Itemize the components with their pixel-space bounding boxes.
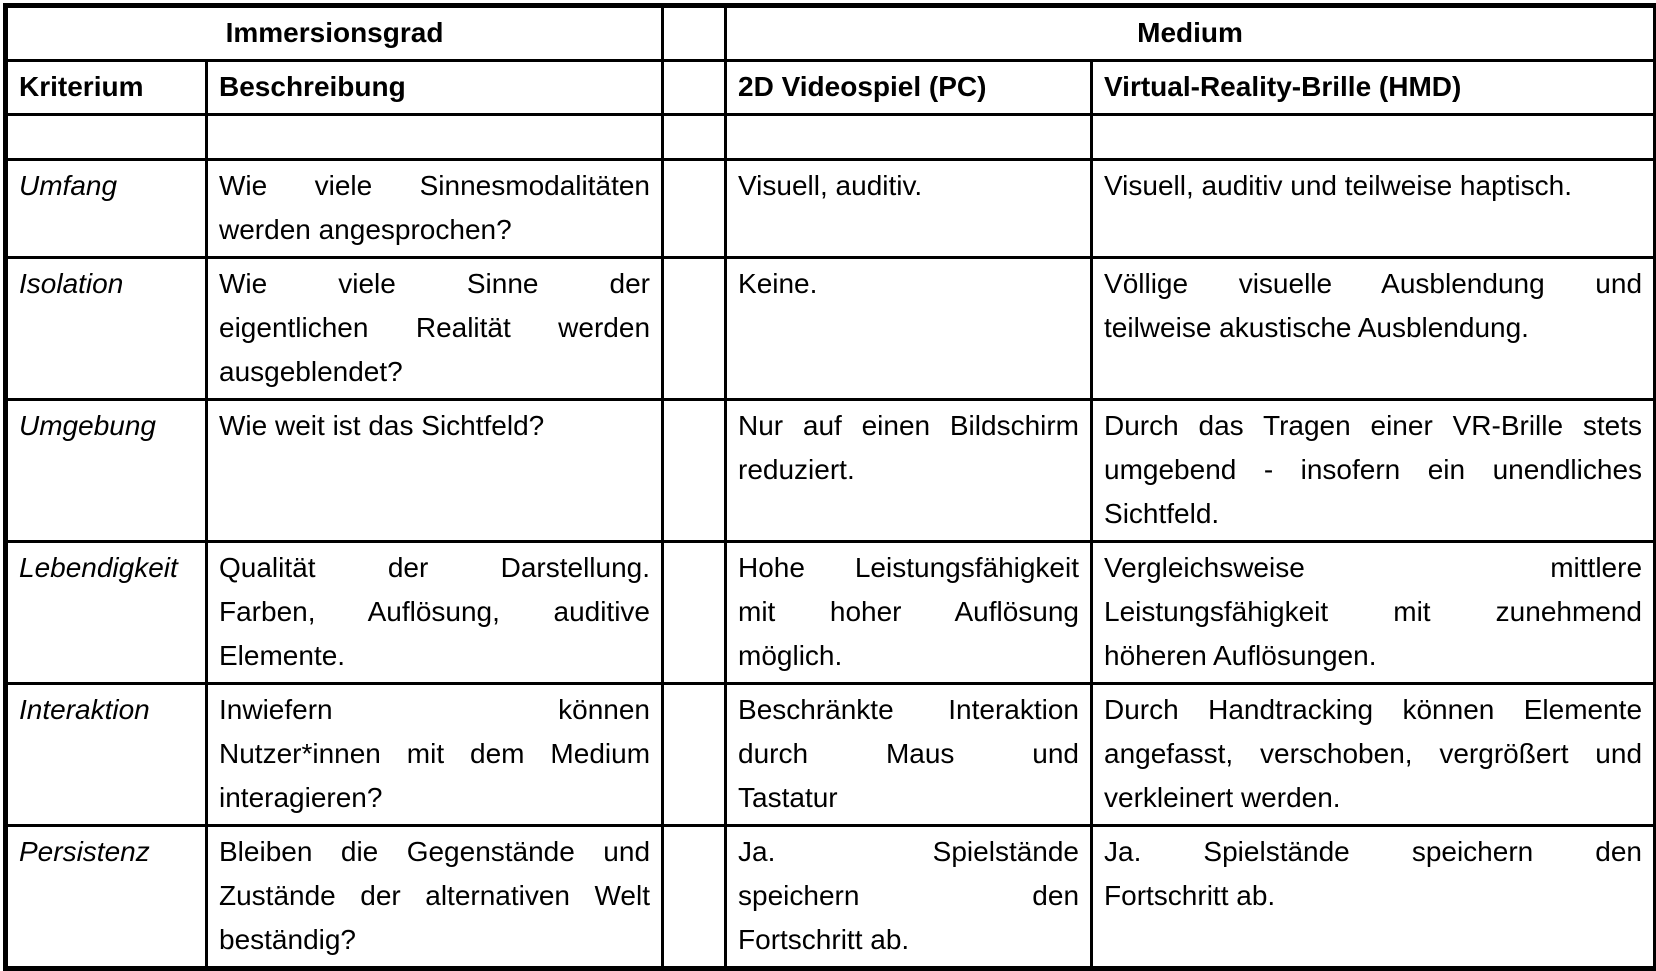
column-header-kriterium: Kriterium (6, 61, 207, 115)
pc-cell: Nur auf einen Bildschirm reduziert. (726, 400, 1092, 542)
table-row-persistenz (6, 826, 1656, 969)
vr-cell: Völlige visuelle Ausblendung und teilweise akustische Ausblendung. (1092, 258, 1656, 400)
gap-cell (663, 542, 726, 684)
empty-cell (6, 115, 207, 160)
vr-cell: Visuell, auditiv und teilweise haptisch. (1092, 160, 1656, 258)
criterion-cell: Isolation (6, 258, 207, 400)
criterion-cell: Lebendigkeit (6, 542, 207, 684)
gap-cell (663, 61, 726, 115)
gap-cell (663, 115, 726, 160)
criterion-cell: Interaktion (6, 684, 207, 826)
column-header-pc: 2D Videospiel (PC) (726, 61, 1092, 115)
gap-cell (663, 400, 726, 542)
column-header-beschreibung: Beschreibung (207, 61, 663, 115)
pc-cell: Hohe Leistungsfähigkeit mit hoher Auflösung möglich. (726, 542, 1092, 684)
criterion-cell: Umfang (6, 160, 207, 258)
gap-cell (663, 258, 726, 400)
table-row-umfang (6, 160, 1656, 258)
table-row-lebendigkeit (6, 542, 1656, 684)
pc-cell: Keine. (726, 258, 1092, 400)
header-immersionsgrad: Immersionsgrad (6, 6, 663, 61)
gap-cell (663, 826, 726, 969)
pc-cell: Beschränkte Interaktion durch Maus und Tastatur (726, 684, 1092, 826)
table-row-isolation (6, 258, 1656, 400)
column-header-row (6, 61, 1656, 115)
column-header-vr: Virtual-Reality-Brille (HMD) (1092, 61, 1656, 115)
header-medium: Medium (726, 6, 1656, 61)
description-cell: Wie weit ist das Sichtfeld? (207, 400, 663, 542)
empty-cell (207, 115, 663, 160)
vr-cell: Vergleichsweise mittlere Leistungsfähigkeit mit zunehmend höheren Auflösungen. (1092, 542, 1656, 684)
vr-cell: Durch Handtracking können Elemente angefasst, verschoben, vergrößert und verkleinert werden. (1092, 684, 1656, 826)
criterion-cell: Umgebung (6, 400, 207, 542)
description-cell: Qualität der Darstellung. Farben, Auflösung, auditive Elemente. (207, 542, 663, 684)
empty-cell (726, 115, 1092, 160)
gap-cell (663, 160, 726, 258)
vr-cell: Durch das Tragen einer VR-Brille stets umgebend - insofern ein unendliches Sichtfeld. (1092, 400, 1656, 542)
description-cell: Inwiefern können Nutzer*innen mit dem Medium interagieren? (207, 684, 663, 826)
empty-row (6, 115, 1656, 160)
description-cell: Wie viele Sinne der eigentlichen Realität werden ausgeblendet? (207, 258, 663, 400)
immersion-comparison-table (3, 3, 1656, 971)
gap-cell (663, 684, 726, 826)
gap-cell (663, 6, 726, 61)
criterion-cell: Persistenz (6, 826, 207, 969)
pc-cell: Visuell, auditiv. (726, 160, 1092, 258)
description-cell: Wie viele Sinnesmodalitäten werden angesprochen? (207, 160, 663, 258)
table-row-interaktion (6, 684, 1656, 826)
table-row-umgebung (6, 400, 1656, 542)
pc-cell: Ja. Spielstände speichern den Fortschritt ab. (726, 826, 1092, 969)
vr-cell: Ja. Spielstände speichern den Fortschritt ab. (1092, 826, 1656, 969)
group-header-row (6, 6, 1656, 61)
description-cell: Bleiben die Gegenstände und Zustände der alternativen Welt beständig? (207, 826, 663, 969)
empty-cell (1092, 115, 1656, 160)
